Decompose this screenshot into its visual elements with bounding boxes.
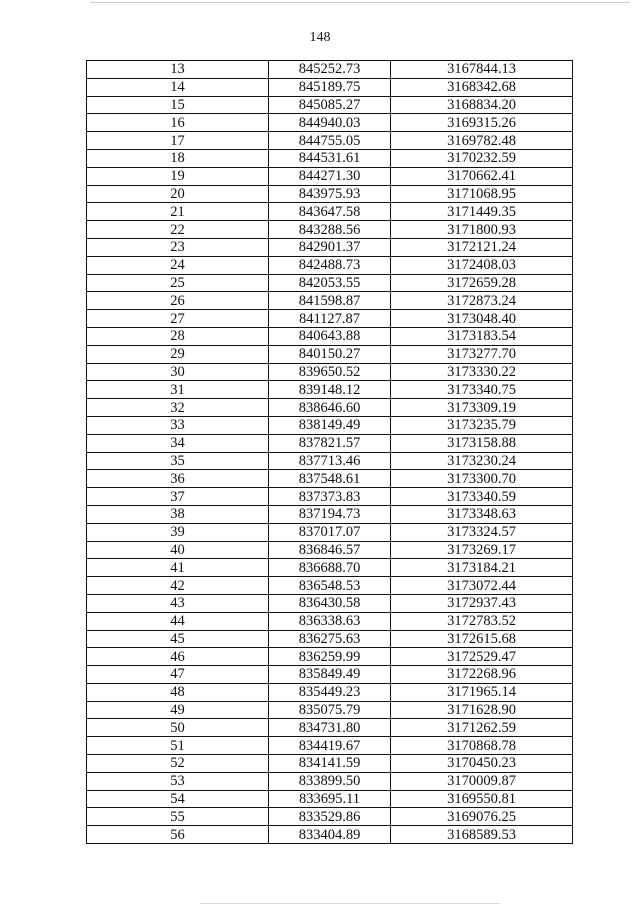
table-row [87, 559, 573, 577]
y-coordinate-cell: 3168589.53 [391, 826, 573, 844]
point-number-cell: 53 [87, 772, 269, 790]
table-row [87, 96, 573, 114]
point-number-cell: 38 [87, 505, 269, 523]
point-number-cell: 24 [87, 256, 269, 274]
point-number-cell: 15 [87, 96, 269, 114]
point-number-cell: 16 [87, 114, 269, 132]
table-row [87, 416, 573, 434]
point-number-cell: 29 [87, 345, 269, 363]
point-number-cell: 41 [87, 559, 269, 577]
x-coordinate-cell: 839148.12 [269, 381, 391, 399]
x-coordinate-cell: 836548.53 [269, 577, 391, 595]
point-number-cell: 34 [87, 434, 269, 452]
point-number-cell: 46 [87, 648, 269, 666]
table-row [87, 452, 573, 470]
x-coordinate-cell: 833695.11 [269, 790, 391, 808]
table-row [87, 683, 573, 701]
table-row [87, 701, 573, 719]
point-number-cell: 23 [87, 238, 269, 256]
x-coordinate-cell: 845189.75 [269, 78, 391, 96]
x-coordinate-cell: 833899.50 [269, 772, 391, 790]
point-number-cell: 33 [87, 416, 269, 434]
point-number-cell: 42 [87, 577, 269, 595]
y-coordinate-cell: 3173300.70 [391, 470, 573, 488]
y-coordinate-cell: 3167844.13 [391, 61, 573, 79]
y-coordinate-cell: 3173277.70 [391, 345, 573, 363]
point-number-cell: 18 [87, 149, 269, 167]
y-coordinate-cell: 3168834.20 [391, 96, 573, 114]
coordinate-table-body [87, 61, 573, 844]
x-coordinate-cell: 843288.56 [269, 221, 391, 239]
table-row [87, 274, 573, 292]
point-number-cell: 21 [87, 203, 269, 221]
table-row [87, 167, 573, 185]
point-number-cell: 19 [87, 167, 269, 185]
x-coordinate-cell: 838646.60 [269, 399, 391, 417]
point-number-cell: 13 [87, 61, 269, 79]
y-coordinate-cell: 3172873.24 [391, 292, 573, 310]
y-coordinate-cell: 3171068.95 [391, 185, 573, 203]
top-edge-line [90, 2, 630, 3]
point-number-cell: 37 [87, 488, 269, 506]
table-row [87, 149, 573, 167]
x-coordinate-cell: 837821.57 [269, 434, 391, 452]
table-row [87, 719, 573, 737]
y-coordinate-cell: 3169076.25 [391, 808, 573, 826]
point-number-cell: 32 [87, 399, 269, 417]
y-coordinate-cell: 3173183.54 [391, 327, 573, 345]
x-coordinate-cell: 837713.46 [269, 452, 391, 470]
x-coordinate-cell: 833404.89 [269, 826, 391, 844]
x-coordinate-cell: 833529.86 [269, 808, 391, 826]
y-coordinate-cell: 3169782.48 [391, 132, 573, 150]
x-coordinate-cell: 835849.49 [269, 666, 391, 684]
y-coordinate-cell: 3171628.90 [391, 701, 573, 719]
x-coordinate-cell: 834731.80 [269, 719, 391, 737]
y-coordinate-cell: 3173269.17 [391, 541, 573, 559]
y-coordinate-cell: 3173348.63 [391, 505, 573, 523]
point-number-cell: 45 [87, 630, 269, 648]
y-coordinate-cell: 3170450.23 [391, 755, 573, 773]
table-row [87, 292, 573, 310]
x-coordinate-cell: 834141.59 [269, 755, 391, 773]
table-row [87, 470, 573, 488]
table-row [87, 132, 573, 150]
table-row [87, 238, 573, 256]
table-row [87, 185, 573, 203]
y-coordinate-cell: 3173048.40 [391, 310, 573, 328]
table-row [87, 648, 573, 666]
x-coordinate-cell: 835075.79 [269, 701, 391, 719]
table-row [87, 488, 573, 506]
x-coordinate-cell: 836430.58 [269, 594, 391, 612]
table-row [87, 755, 573, 773]
y-coordinate-cell: 3171965.14 [391, 683, 573, 701]
x-coordinate-cell: 838149.49 [269, 416, 391, 434]
x-coordinate-cell: 840643.88 [269, 327, 391, 345]
table-row [87, 826, 573, 844]
table-row [87, 790, 573, 808]
table-row [87, 61, 573, 79]
x-coordinate-cell: 845252.73 [269, 61, 391, 79]
y-coordinate-cell: 3172615.68 [391, 630, 573, 648]
y-coordinate-cell: 3170009.87 [391, 772, 573, 790]
point-number-cell: 48 [87, 683, 269, 701]
point-number-cell: 40 [87, 541, 269, 559]
x-coordinate-cell: 845085.27 [269, 96, 391, 114]
y-coordinate-cell: 3173072.44 [391, 577, 573, 595]
y-coordinate-cell: 3169550.81 [391, 790, 573, 808]
x-coordinate-cell: 836846.57 [269, 541, 391, 559]
table-row [87, 345, 573, 363]
table-row [87, 772, 573, 790]
x-coordinate-cell: 844531.61 [269, 149, 391, 167]
table-row [87, 434, 573, 452]
y-coordinate-cell: 3173324.57 [391, 523, 573, 541]
point-number-cell: 14 [87, 78, 269, 96]
point-number-cell: 30 [87, 363, 269, 381]
x-coordinate-cell: 834419.67 [269, 737, 391, 755]
point-number-cell: 52 [87, 755, 269, 773]
y-coordinate-cell: 3173309.19 [391, 399, 573, 417]
table-row [87, 612, 573, 630]
y-coordinate-cell: 3173230.24 [391, 452, 573, 470]
y-coordinate-cell: 3170868.78 [391, 737, 573, 755]
x-coordinate-cell: 836275.63 [269, 630, 391, 648]
table-row [87, 114, 573, 132]
point-number-cell: 49 [87, 701, 269, 719]
x-coordinate-cell: 843647.58 [269, 203, 391, 221]
table-row [87, 310, 573, 328]
y-coordinate-cell: 3173158.88 [391, 434, 573, 452]
table-row [87, 256, 573, 274]
y-coordinate-cell: 3173184.21 [391, 559, 573, 577]
y-coordinate-cell: 3172268.96 [391, 666, 573, 684]
y-coordinate-cell: 3172121.24 [391, 238, 573, 256]
y-coordinate-cell: 3172659.28 [391, 274, 573, 292]
point-number-cell: 31 [87, 381, 269, 399]
y-coordinate-cell: 3172529.47 [391, 648, 573, 666]
x-coordinate-cell: 844271.30 [269, 167, 391, 185]
x-coordinate-cell: 842053.55 [269, 274, 391, 292]
table-row [87, 523, 573, 541]
table-row [87, 808, 573, 826]
point-number-cell: 43 [87, 594, 269, 612]
x-coordinate-cell: 840150.27 [269, 345, 391, 363]
x-coordinate-cell: 841598.87 [269, 292, 391, 310]
point-number-cell: 54 [87, 790, 269, 808]
coordinate-table [86, 60, 573, 844]
y-coordinate-cell: 3169315.26 [391, 114, 573, 132]
y-coordinate-cell: 3171262.59 [391, 719, 573, 737]
table-row [87, 737, 573, 755]
y-coordinate-cell: 3170232.59 [391, 149, 573, 167]
point-number-cell: 36 [87, 470, 269, 488]
point-number-cell: 47 [87, 666, 269, 684]
y-coordinate-cell: 3173330.22 [391, 363, 573, 381]
point-number-cell: 25 [87, 274, 269, 292]
x-coordinate-cell: 844755.05 [269, 132, 391, 150]
point-number-cell: 27 [87, 310, 269, 328]
y-coordinate-cell: 3168342.68 [391, 78, 573, 96]
y-coordinate-cell: 3171449.35 [391, 203, 573, 221]
x-coordinate-cell: 837373.83 [269, 488, 391, 506]
table-row [87, 221, 573, 239]
table-row [87, 505, 573, 523]
point-number-cell: 56 [87, 826, 269, 844]
y-coordinate-cell: 3173340.75 [391, 381, 573, 399]
x-coordinate-cell: 836259.99 [269, 648, 391, 666]
point-number-cell: 35 [87, 452, 269, 470]
table-row [87, 327, 573, 345]
table-row [87, 381, 573, 399]
table-row [87, 203, 573, 221]
point-number-cell: 22 [87, 221, 269, 239]
point-number-cell: 17 [87, 132, 269, 150]
table-row [87, 78, 573, 96]
x-coordinate-cell: 842488.73 [269, 256, 391, 274]
point-number-cell: 28 [87, 327, 269, 345]
x-coordinate-cell: 841127.87 [269, 310, 391, 328]
table-row [87, 363, 573, 381]
y-coordinate-cell: 3173340.59 [391, 488, 573, 506]
x-coordinate-cell: 842901.37 [269, 238, 391, 256]
x-coordinate-cell: 843975.93 [269, 185, 391, 203]
point-number-cell: 55 [87, 808, 269, 826]
point-number-cell: 44 [87, 612, 269, 630]
table-row [87, 399, 573, 417]
page-number: 148 [309, 30, 331, 45]
point-number-cell: 39 [87, 523, 269, 541]
x-coordinate-cell: 837017.07 [269, 523, 391, 541]
x-coordinate-cell: 836338.63 [269, 612, 391, 630]
x-coordinate-cell: 839650.52 [269, 363, 391, 381]
point-number-cell: 26 [87, 292, 269, 310]
x-coordinate-cell: 844940.03 [269, 114, 391, 132]
x-coordinate-cell: 837194.73 [269, 505, 391, 523]
point-number-cell: 20 [87, 185, 269, 203]
table-row [87, 541, 573, 559]
y-coordinate-cell: 3171800.93 [391, 221, 573, 239]
point-number-cell: 51 [87, 737, 269, 755]
x-coordinate-cell: 837548.61 [269, 470, 391, 488]
y-coordinate-cell: 3172783.52 [391, 612, 573, 630]
x-coordinate-cell: 835449.23 [269, 683, 391, 701]
y-coordinate-cell: 3172408.03 [391, 256, 573, 274]
y-coordinate-cell: 3173235.79 [391, 416, 573, 434]
x-coordinate-cell: 836688.70 [269, 559, 391, 577]
table-row [87, 594, 573, 612]
table-row [87, 630, 573, 648]
bottom-edge-line [200, 903, 500, 904]
y-coordinate-cell: 3170662.41 [391, 167, 573, 185]
y-coordinate-cell: 3172937.43 [391, 594, 573, 612]
table-row [87, 666, 573, 684]
table-row [87, 577, 573, 595]
point-number-cell: 50 [87, 719, 269, 737]
